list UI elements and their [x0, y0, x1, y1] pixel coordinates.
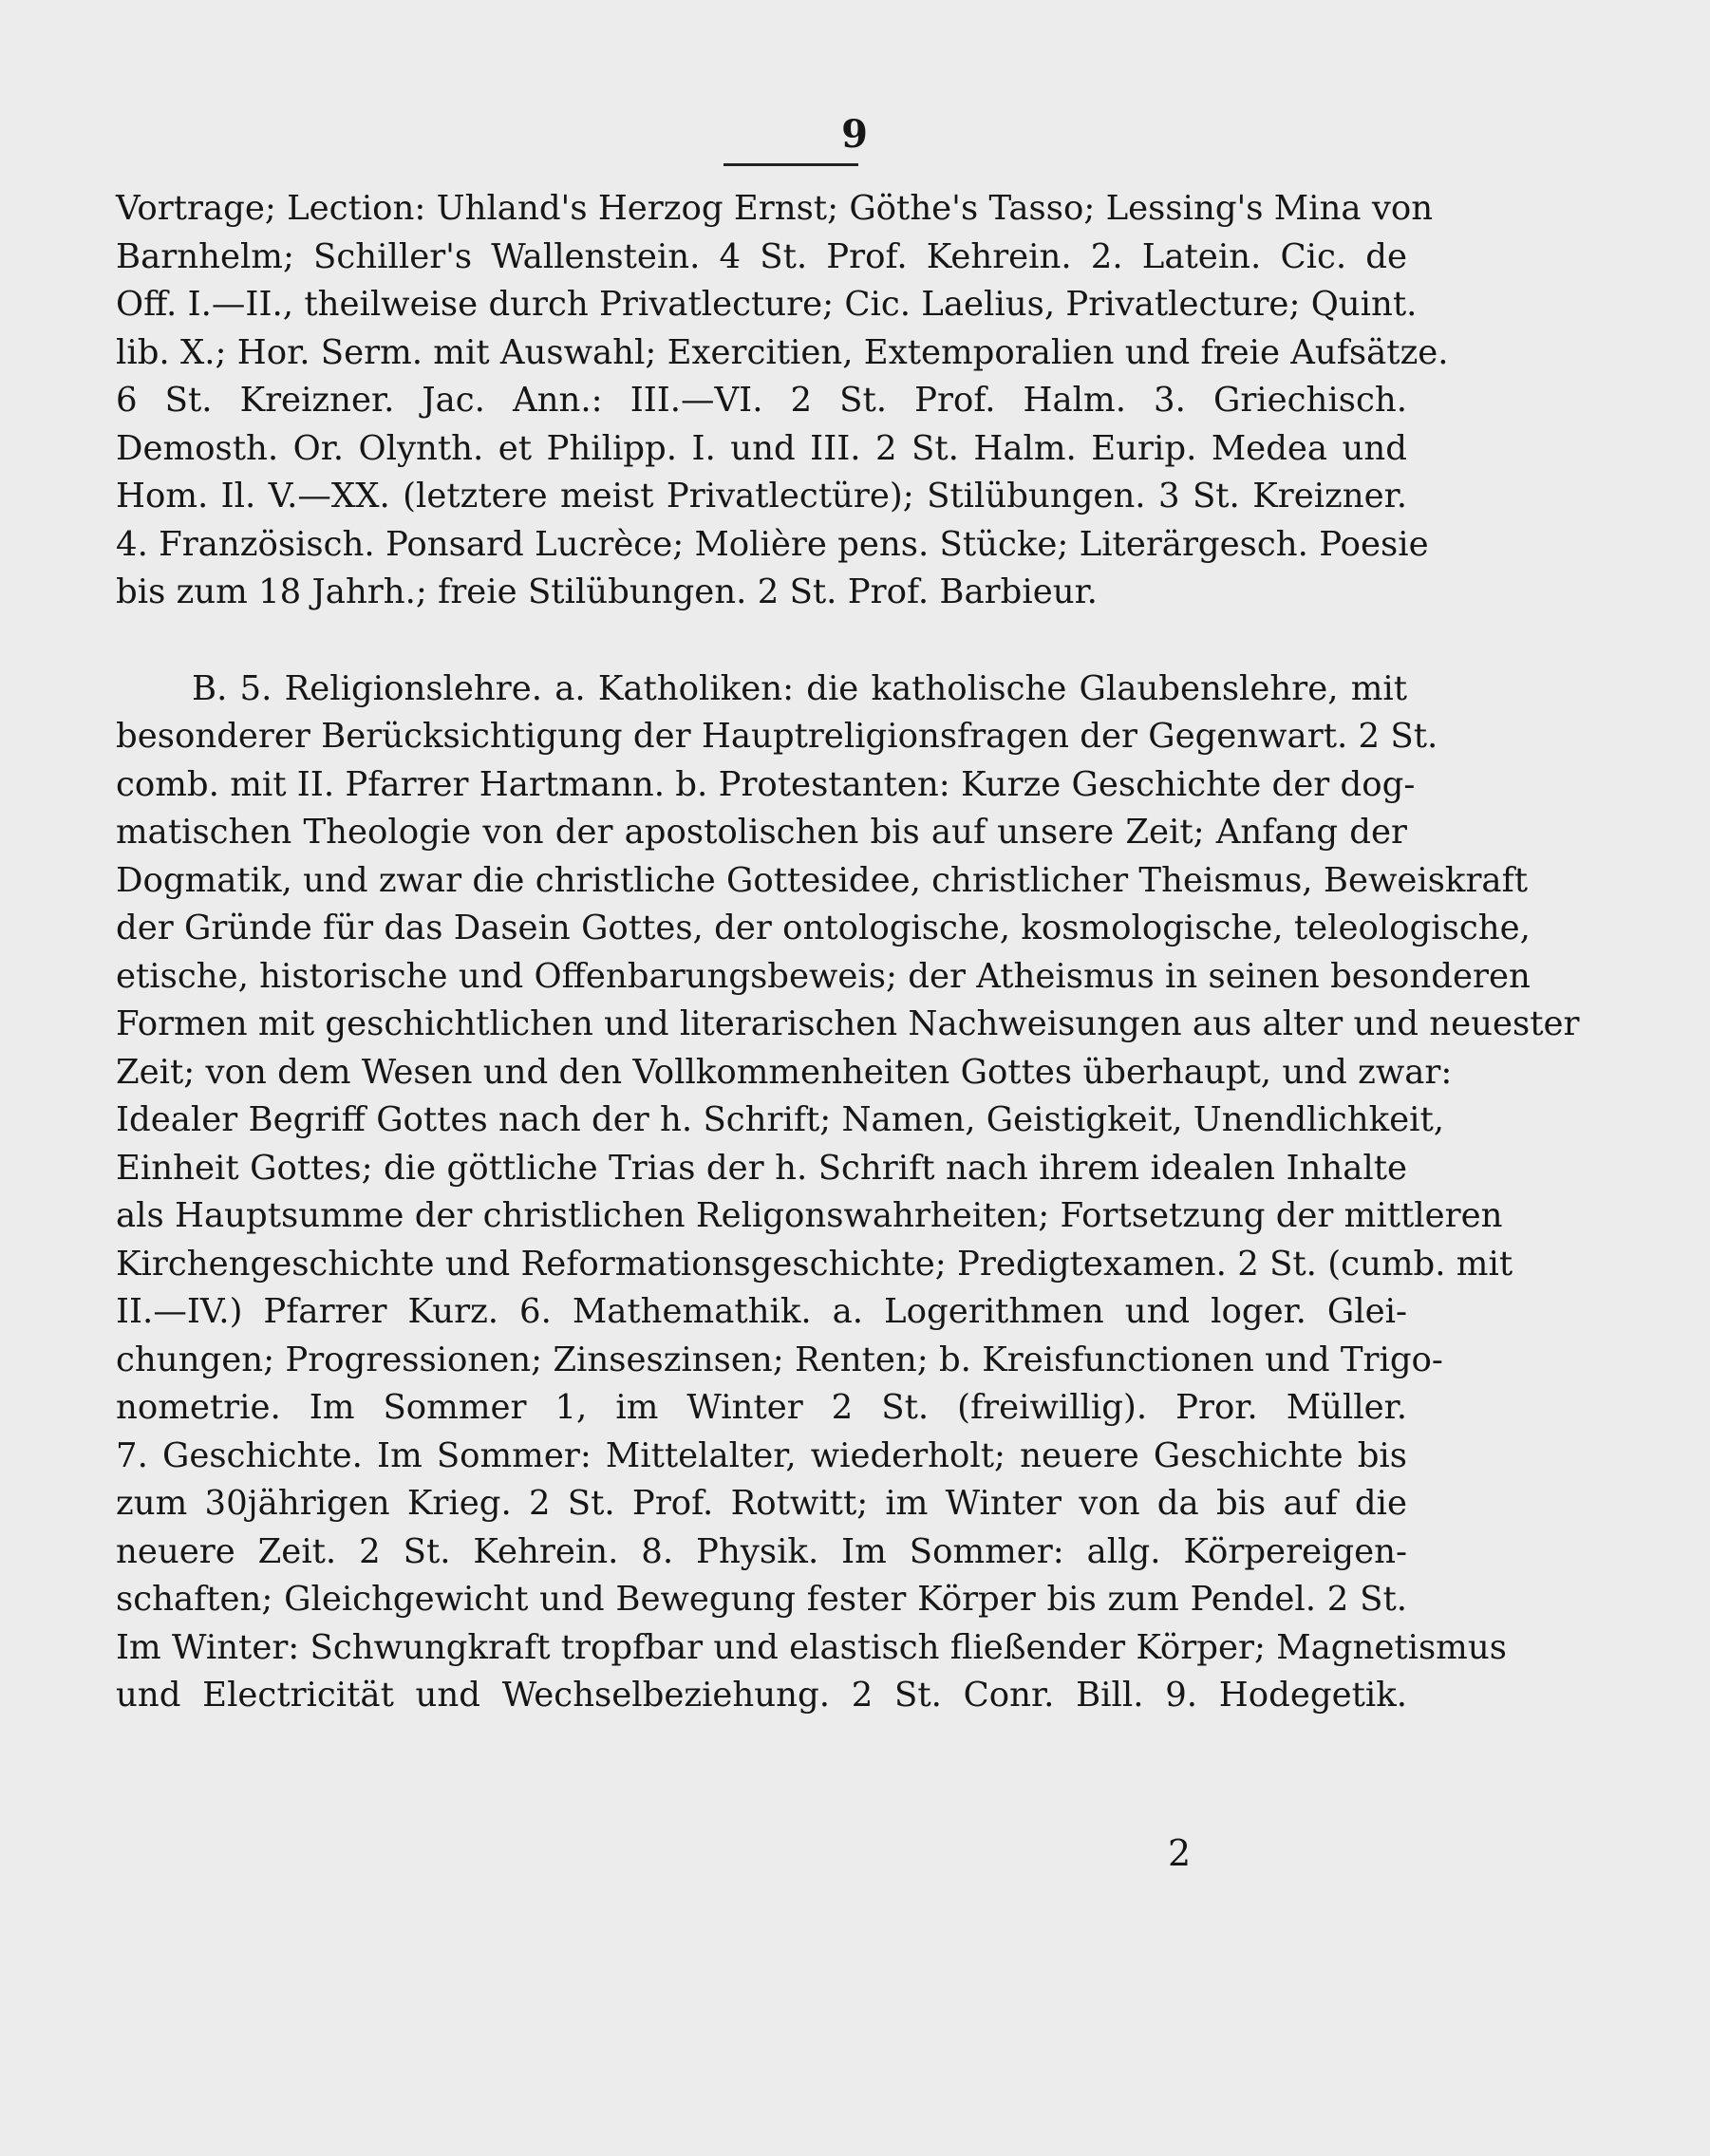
- text-line: II.—IV.) Pfarrer Kurz. 6. Mathemathik. a. Logerithmen und loger. Glei-: [116, 1292, 1407, 1331]
- text-line: 4. Französisch. Ponsard Lucrèce; Molière pens. Stücke; Literärgesch. Poesie: [116, 524, 1429, 564]
- text-line: Barnhelm; Schiller's Wallenstein. 4 St. Prof. Kehrein. 2. Latein. Cic. de: [116, 236, 1407, 276]
- text-line: Idealer Begriff Gottes nach der h. Schrift; Namen, Geistigkeit, Unendlichkeit,: [116, 1100, 1445, 1139]
- page-number: 9: [841, 112, 869, 157]
- text-line: Vortrage; Lection: Uhland's Herzog Ernst; Göthe's Tasso; Lessing's Mina von: [116, 189, 1434, 228]
- text-line: etische, historische und Offenbarungsbeweis; der Atheismus in seinen besonderen: [116, 956, 1531, 996]
- text-line: lib. X.; Hor. Serm. mit Auswahl; Exercitien, Extemporalien und freie Aufsätze.: [116, 332, 1449, 372]
- paragraph-curriculum: [116, 185, 1449, 617]
- text-line: der Gründe für das Dasein Gottes, der ontologische, kosmologische, teleologische,: [116, 909, 1531, 947]
- text-line: Kirchengeschichte und Reformationsgeschichte; Predigtexamen. 2 St. (cumb. mit: [116, 1244, 1513, 1284]
- text-line: Hom. Il. V.—XX. (letztere meist Privatlectüre); Stilübungen. 3 St. Kreizner.: [116, 477, 1407, 516]
- paragraph-religion: [116, 666, 1580, 1720]
- text-line: 6 St. Kreizner. Jac. Ann.: III.—VI. 2 St. Prof. Halm. 3. Griechisch.: [116, 381, 1407, 420]
- text-line: Dogmatik, und zwar die christliche Gottesidee, christlicher Theismus, Beweiskraft: [116, 860, 1528, 900]
- text-line: Zeit; von dem Wesen und den Vollkommenheiten Gottes überhaupt, und zwar:: [116, 1052, 1453, 1092]
- text-line: Einheit Gottes; die göttliche Trias der h. Schrift nach ihrem idealen Inhalte: [116, 1148, 1407, 1188]
- text-line: und Electricität und Wechselbeziehung. 2 St. Conr. Bill. 9. Hodegetik.: [116, 1676, 1407, 1715]
- signature-mark: 2: [1168, 1832, 1192, 1874]
- text-line: zum 30jährigen Krieg. 2 St. Prof. Rotwitt; im Winter von da bis auf die: [116, 1484, 1407, 1523]
- text-line: Im Winter: Schwungkraft tropfbar und elastisch fließender Körper; Magnetismus: [116, 1627, 1507, 1667]
- text-line: nometrie. Im Sommer 1, im Winter 2 St. (freiwillig). Pror. Müller.: [116, 1388, 1407, 1427]
- body-text: [116, 185, 1580, 1720]
- text-line: comb. mit II. Pfarrer Hartmann. b. Protestanten: Kurze Geschichte der dog-: [116, 764, 1416, 804]
- text-line: als Hauptsumme der christlichen Religonswahrheiten; Fortsetzung der mittleren: [116, 1196, 1503, 1235]
- text-line: bis zum 18 Jahrh.; freie Stilübungen. 2 St. Prof. Barbieur.: [116, 572, 1098, 611]
- text-line: schaften; Gleichgewicht und Bewegung fester Körper bis zum Pendel. 2 St.: [116, 1580, 1407, 1619]
- paragraph-spacer: [116, 617, 1407, 666]
- header-rule: [723, 163, 858, 166]
- text-line: chungen; Progressionen; Zinseszinsen; Renten; b. Kreisfunctionen und Trigo-: [116, 1340, 1443, 1379]
- text-line: Off. I.—II., theilweise durch Privatlecture; Cic. Laelius, Privatlecture; Quint.: [116, 285, 1418, 324]
- text-line: besonderer Berücksichtigung der Hauptreligionsfragen der Gegenwart. 2 St.: [116, 717, 1438, 756]
- text-line: B. 5. Religionslehre. a. Katholiken: die katholische Glaubenslehre, mit: [192, 668, 1407, 708]
- text-line: matischen Theologie von der apostolischen bis auf unsere Zeit; Anfang der: [116, 813, 1407, 852]
- text-line: 7. Geschichte. Im Sommer: Mittelalter, wiederholt; neuere Geschichte bis: [116, 1435, 1407, 1475]
- text-line: neuere Zeit. 2 St. Kehrein. 8. Physik. Im Sommer: allg. Körpereigen-: [116, 1531, 1407, 1571]
- text-line: Formen mit geschichtlichen und literarischen Nachweisungen aus alter und neuester: [116, 1004, 1580, 1043]
- text-line: Demosth. Or. Olynth. et Philipp. I. und III. 2 St. Halm. Eurip. Medea und: [116, 428, 1407, 468]
